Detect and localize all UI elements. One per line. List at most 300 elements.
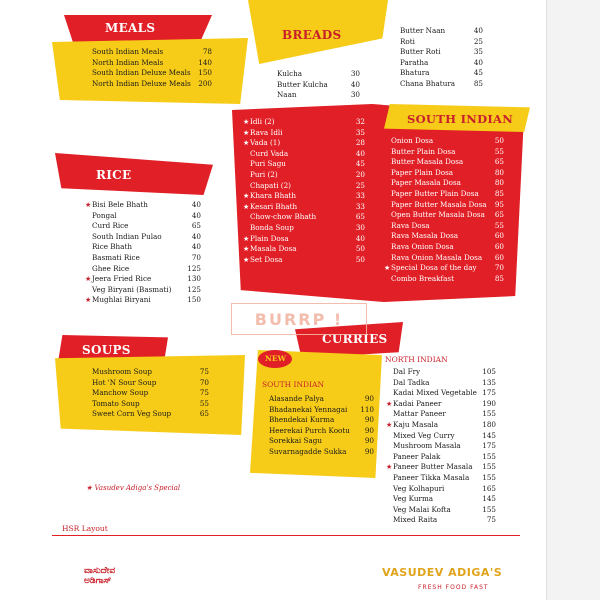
menu-item [262,415,374,426]
meals-list [85,47,212,89]
menu-item-name: Curd Vada [250,148,289,158]
menu-item-name: Paneer Tikka Masala [393,472,470,482]
menu-item-name-wrap [384,157,463,168]
menu-item [243,191,365,202]
menu-item-name-wrap [384,147,455,158]
star-spacer [85,378,92,389]
menu-item-name: Kadai Paneer [393,398,442,408]
star-spacer [386,515,393,526]
menu-item-price: 65 [199,409,209,419]
menu-item [85,221,201,232]
menu-item-name: Butter Roti [400,47,441,57]
menu-item [384,147,504,158]
star-spacer [262,436,269,447]
menu-item-price: 130 [187,274,201,284]
menu-item-name: Butter Masala Dosa [391,157,464,167]
menu-item-price: 95 [494,199,504,209]
menu-item-price: 20 [355,169,365,179]
star-spacer [386,431,393,442]
breads-list [270,69,360,101]
menu-item-price: 40 [191,210,201,220]
menu-item [386,452,496,463]
menu-item-price: 90 [364,436,374,446]
menu-item-name: Basmati Rice [92,252,140,262]
star-spacer [243,170,250,181]
branch-rule [52,535,520,536]
star-spacer [384,221,391,232]
menu-item [262,405,374,416]
menu-item-name: Plain Dosa [250,233,289,243]
menu-item [386,399,496,410]
menu-item [243,181,365,192]
menu-item [386,484,496,495]
rice-header-band [55,153,213,195]
brand-tagline: FRESH FOOD FAST [418,584,489,591]
menu-item-price: 30 [355,222,365,232]
menu-item-price: 105 [482,367,496,376]
menu-item-price: 30 [350,69,360,78]
menu-item-name-wrap [386,473,469,484]
star-spacer [85,47,92,58]
menu-item [270,69,360,80]
menu-item-name-wrap [386,494,433,505]
menu-item [386,431,496,442]
menu-item-name-wrap [386,409,446,420]
menu-item-name-wrap [386,420,438,431]
star-spacer [384,168,391,179]
menu-item-name-wrap [243,191,296,202]
menu-item-name: Kaju Masala [393,419,438,429]
menu-item [85,409,209,420]
menu-item-name-wrap [262,394,324,405]
menu-item-name: Butter Kulcha [277,79,328,89]
star-spacer [262,415,269,426]
menu-item-name: Rava Idli [250,127,283,137]
menu-item-price: 175 [482,388,496,398]
menu-item-price: 85 [494,188,504,198]
star-spacer [85,221,92,232]
menu-item-name-wrap [386,388,477,399]
menu-item-name-wrap [85,68,191,79]
menu-item-price: 85 [494,273,504,283]
menu-item-name: South Indian Pulao [92,231,162,241]
menu-item-name: Khara Bhath [250,191,297,201]
menu-item [386,462,496,473]
menu-item-price: 165 [482,483,496,493]
star-spacer [85,388,92,399]
south-indian-list [384,136,504,284]
star-icon: ★ [243,128,250,137]
menu-item-name-wrap [85,388,148,399]
star-icon: ★ [243,234,250,243]
menu-item-name-wrap [85,242,132,253]
menu-item-name: Mushroom Soup [92,367,152,376]
menu-item-price: 30 [350,90,360,100]
menu-item-price: 33 [355,191,365,201]
menu-item [384,242,504,253]
star-icon: ★ [243,118,250,126]
menu-item-name: Paneer Butter Masala [393,462,473,472]
menu-item-price: 40 [473,26,483,35]
menu-item-price: 155 [482,409,496,419]
star-icon: ★ [243,202,250,211]
menu-item [393,26,483,37]
menu-item-name-wrap [85,253,140,264]
star-spacer [384,178,391,189]
menu-item [243,128,365,139]
menu-item-name: Paneer Palak [393,451,441,461]
menu-item-name-wrap [243,149,288,160]
star-spacer [386,378,393,389]
burrp-watermark: BURRP ! [231,303,367,335]
menu-item-name-wrap [243,170,278,181]
menu-item-name: Tomato Soup [92,398,140,408]
star-icon: ★ [384,264,391,273]
menu-item-name: Veg Malai Kofta [393,504,451,514]
new-badge: NEW [265,354,286,363]
menu-item-name: Veg Kurma [393,494,434,504]
star-spacer [393,68,400,79]
star-spacer [85,264,92,275]
menu-item-name-wrap [386,484,444,495]
menu-item-price: 40 [191,231,201,241]
star-spacer [85,285,92,296]
menu-item-name: Roti [400,36,415,46]
menu-item-name-wrap [384,274,454,285]
menu-item-price: 155 [482,504,496,514]
menu-item-name: Idli (2) [250,117,275,126]
star-spacer [85,79,92,90]
menu-item [384,168,504,179]
menu-item [386,409,496,420]
curries-south-list [262,394,374,458]
menu-item [262,447,374,458]
menu-item-price: 70 [494,263,504,273]
star-spacer [393,26,400,37]
star-spacer [262,426,269,437]
menu-item-name-wrap [393,26,445,37]
menu-item [386,367,496,378]
curries-north-list [386,367,496,526]
special-note-text: Vasudev Adiga's Special [94,484,181,492]
menu-item [243,138,365,149]
star-icon: ★ [85,275,92,284]
menu-item-name: Mixed Veg Curry [393,430,455,440]
star-spacer [85,232,92,243]
menu-item-price: 175 [482,441,496,451]
menu-item-name-wrap [243,181,291,192]
menu-item [85,79,212,90]
menu-item-price: 75 [199,388,209,398]
menu-item [386,473,496,484]
rice-list [85,200,201,306]
menu-item [384,274,504,285]
menu-item-name: Pongal [92,210,117,220]
star-icon: ★ [386,420,393,429]
menu-item [384,178,504,189]
menu-item-name-wrap [85,274,151,285]
menu-item-name-wrap [262,415,334,426]
star-icon: ★ [243,255,250,264]
menu-item-name-wrap [262,436,322,447]
menu-item-name-wrap [386,399,442,410]
menu-item-name: Dal Fry [393,367,421,376]
menu-item [270,90,360,101]
menu-item [243,159,365,170]
breads-title: BREADS [282,28,342,42]
star-spacer [243,223,250,234]
menu-item-name: Heerekai Purch Kootu [269,425,350,435]
menu-item-name-wrap [386,431,455,442]
menu-item [262,436,374,447]
star-spacer [384,157,391,168]
menu-item-name-wrap [243,117,275,128]
menu-item-price: 50 [355,254,365,264]
menu-item-price: 28 [355,138,365,148]
menu-item-price: 50 [494,136,504,145]
menu-item [85,388,209,399]
menu-item-name-wrap [85,58,163,69]
star-icon: ★ [85,201,92,209]
star-icon: ★ [243,245,250,254]
soups-title: SOUPS [82,343,131,357]
menu-item-name: Rava Dosa [391,220,430,230]
menu-item-price: 80 [494,178,504,188]
menu-item-name: Puri (2) [250,169,278,179]
star-spacer [386,441,393,452]
menu-item [85,58,212,69]
menu-item-price: 145 [482,430,496,440]
menu-item-name-wrap [243,159,286,170]
menu-item-name-wrap [386,378,429,389]
menu-item-price: 25 [355,180,365,190]
menu-item [384,253,504,264]
star-spacer [384,200,391,211]
star-icon: ★ [386,399,393,408]
soups-list [85,367,209,420]
menu-item-price: 155 [482,472,496,482]
menu-item-name: Kesari Bhath [250,201,298,211]
star-spacer [85,253,92,264]
menu-item-name-wrap [393,79,455,90]
star-spacer [386,484,393,495]
menu-item-name: Mushroom Masala [393,441,461,451]
menu-item-name: South Indian Meals [92,47,164,56]
menu-item-name: Combo Breakfast [391,273,454,283]
menu-item [243,149,365,160]
menu-item-price: 85 [473,78,483,88]
menu-item-name-wrap [85,295,151,306]
menu-item-name: Onion Dosa [391,136,434,145]
menu-item-name: Mughlai Biryani [92,295,151,305]
menu-item [384,157,504,168]
menu-item-name: Open Butter Masala Dosa [391,210,485,220]
menu-item-price: 40 [355,148,365,158]
star-spacer [386,409,393,420]
page-edge-strip [546,0,600,600]
menu-item-name-wrap [243,212,316,223]
menu-item-name: Kulcha [277,69,303,78]
star-spacer [384,189,391,200]
star-spacer [384,231,391,242]
menu-item-price: 75 [199,367,209,376]
menu-item-price: 45 [473,68,483,78]
star-spacer [384,274,391,285]
star-spacer [85,409,92,420]
menu-item-name-wrap [384,242,454,253]
menu-item-price: 80 [494,167,504,177]
menu-item-name: Paratha [400,57,429,67]
menu-item-name: Rava Onion Dosa [391,241,454,251]
menu-item [243,244,365,255]
menu-item-name-wrap [262,405,347,416]
menu-item [85,211,201,222]
menu-item-name-wrap [85,211,117,222]
menu-item-price: 110 [360,404,374,414]
star-spacer [393,58,400,69]
menu-item-name: Alasande Palya [269,394,324,403]
menu-item-price: 60 [494,252,504,262]
menu-item-name: Jeera Fried Rice [92,274,152,284]
menu-item-price: 90 [364,446,374,456]
brand-name: VASUDEV ADIGA'S [382,566,503,579]
menu-item-name: Curd Rice [92,221,129,231]
menu-item-name-wrap [386,462,473,473]
menu-item-name: Mattar Paneer [393,409,446,419]
menu-item-name: Butter Naan [400,26,446,35]
menu-item [384,263,504,274]
menu-item-name: Chapati (2) [250,180,291,190]
menu-item-price: 200 [198,78,212,88]
star-spacer [243,149,250,160]
menu-item-price: 55 [494,220,504,230]
menu-item-name-wrap [384,178,461,189]
star-spacer [85,367,92,378]
menu-item-name: Manchow Soup [92,388,149,398]
menu-item-name-wrap [386,505,451,516]
menu-item-price: 40 [191,200,201,209]
menu-item-name: Paper Butter Plain Dosa [391,188,479,198]
menu-item-name: South Indian Deluxe Meals [92,68,191,78]
menu-item-price: 60 [494,231,504,241]
menu-item-name-wrap [85,221,128,232]
menu-item [393,47,483,58]
menu-item-price: 70 [191,252,201,262]
menu-item-name-wrap [384,253,482,264]
menu-item-name-wrap [85,47,163,58]
menu-item-price: 155 [482,462,496,472]
menu-item [262,394,374,405]
star-spacer [384,210,391,221]
star-icon: ★ [386,463,393,472]
star-spacer [384,136,391,147]
menu-item-name-wrap [384,210,485,221]
menu-item-name-wrap [384,200,487,211]
star-spacer [262,447,269,458]
menu-item [386,494,496,505]
menu-item-name-wrap [85,232,162,243]
star-spacer [386,452,393,463]
menu-item-name: Dal Tadka [393,377,430,387]
menu-item [384,231,504,242]
menu-item-price: 135 [482,377,496,387]
menu-item-name: Ghee Rice [92,263,130,273]
star-spacer [85,68,92,79]
curries-north-label: NORTH INDIAN [385,355,448,364]
menu-item-price: 45 [355,159,365,169]
menu-item-name-wrap [384,263,477,274]
menu-item-name: Chana Bhatura [400,78,456,88]
menu-item [386,441,496,452]
menu-item [384,136,504,147]
menu-item-name: Special Dosa of the day [391,263,477,273]
menu-item-price: 155 [482,451,496,461]
menu-item-name: Naan [277,90,297,100]
menu-item [386,505,496,516]
special-note-star: ★ [86,484,95,492]
star-spacer [243,181,250,192]
star-spacer [384,242,391,253]
menu-item [243,170,365,181]
menu-item-name: Bonda Soup [250,222,294,232]
star-spacer [243,212,250,223]
menu-item [262,426,374,437]
menu-item-price: 90 [364,394,374,403]
menu-item-name-wrap [85,378,156,389]
star-spacer [262,394,269,405]
menu-item [386,388,496,399]
menu-item-name: Set Dosa [250,254,283,264]
menu-item [243,212,365,223]
menu-item-price: 180 [482,419,496,429]
menu-item [393,79,483,90]
menu-item-price: 35 [355,127,365,137]
menu-item-name-wrap [384,231,458,242]
menu-item-price: 65 [355,212,365,222]
star-spacer [243,159,250,170]
menu-item [243,255,365,266]
menu-item [243,117,365,128]
menu-item [384,189,504,200]
menu-item-price: 40 [350,79,360,89]
south-indian-title: SOUTH INDIAN [407,112,514,126]
menu-item-price: 65 [191,221,201,231]
menu-item [85,253,201,264]
menu-item-name-wrap [393,58,428,69]
menu-item [85,242,201,253]
menu-item-name-wrap [243,244,297,255]
menu-item-price: 90 [364,415,374,425]
menu-item-name: Mixed Raita [393,515,438,525]
menu-item-name: Sweet Corn Veg Soup [92,409,172,419]
menu-item-price: 60 [494,241,504,251]
menu-item-name: Paper Butter Masala Dosa [391,199,487,209]
star-spacer [386,505,393,516]
menu-item-name: Puri Sagu [250,159,286,169]
star-spacer [85,58,92,69]
menu-item [393,37,483,48]
kannada-logo: ವಾಸುದೇವ ಅಡಿಗಾಸ್ [84,566,116,586]
breads-list-2 [393,26,483,90]
star-spacer [262,405,269,416]
menu-item-price: 75 [486,515,496,525]
star-spacer [386,367,393,378]
menu-item [85,399,209,410]
menu-item-name-wrap [386,441,461,452]
menu-item-name: Rava Onion Masala Dosa [391,252,483,262]
menu-item-name: Bhendekai Kurma [269,415,335,425]
menu-item-name: Bhadanekai Yennagai [269,404,348,414]
